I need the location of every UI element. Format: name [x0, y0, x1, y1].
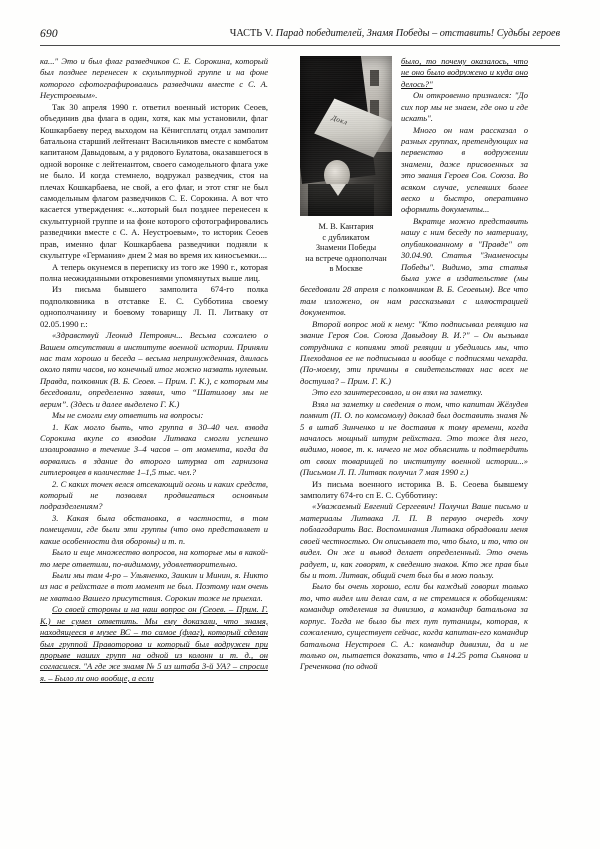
paragraph: 2. С каких точек велся отсекающий огонь и каких средств, который не позволял продвигаться основным подразделениям? [40, 478, 268, 512]
paragraph: было, то почему оказалось, что не оно было водружено и куда оно делось?" [401, 56, 528, 89]
figure-caption-line: в Москве [329, 264, 363, 274]
figure-caption-line: с дубликатом [322, 232, 370, 242]
photo-vignette [300, 56, 392, 216]
paragraph: Были мы там 4-ро – Ульяненко, Заикин и Минин, я. Никто из нас в рейхстаге в тот момент не был. Поэтому нам очень не хватало Вашего присутствия. Сорокин тоже не приехал. [40, 569, 268, 603]
paragraph: Со своей стороны и на наш вопрос он (Сеоев. – Прим. Г. К.) не сумел ответить. Мы ему доказали, что знамя, находящееся в музее ВС – то самое (флаг), который сделан был группой Правоторова и который был водружен при прорыве наших групп на одной из колонн и т. д., он согласился. "А где же знамя № 5 из штаба 3-й УА? – спросил я. – Было ли оно вообще, а если [40, 604, 268, 683]
paragraph: Из письма бывшего замполита 674-го полка подполковника в отставке Е. С. Субботина своему однополчанину и боевому товарищу Л. П. Литваку от 02.05.1990 г.: [40, 284, 268, 329]
paragraph: Так 30 апреля 1990 г. ответил военный историк Сеоев, объединив два флага в один, хотя, как мы установили, флаг Кошкарбаеву перед выходом на Кёнигсплатц отдал замполит батальона старший лейтенант Васильчиков вместе с комбатом капитаном Давыдовым, а у рядового Булатова, оказавшегося в одной воронке с лейтенантом, своего самодельного флага уже не было. И когда стемнело, водружал разведчик, стоя на плечах Кошкарбаева, не свой, а его флаг, и этот стяг не был самодельным флагом разведчиков С. Е. Сорокина. А вот что касается утверждения: «...который был позднее перенесен к скульптурной группе и на фоне которого сфотографировались разведчики вместе с С. А. Неустроевым», то историк Сеоев прав, именно флаг Кошкарбаева разведчики подняли к скульптуре «Германия» днем 2 мая во время их киносъемки.... [40, 101, 268, 261]
running-title-subtitle: Парад победителей, Знамя Победы – отставить! Судьбы героев [275, 28, 560, 39]
paragraph: Много он нам рассказал о разных группах, претендующих на первенство в водружении знамени, даже присвоенных за это звания Героев Сов. Союза. Во всяком случае, успевших более веско и быстро, оперативно оформить документы... [401, 124, 528, 215]
paragraph: 3. Какая была обстановка, в частности, в том помещении, где были эти группы (что оно представляет и какие особенности для обороны) и т. п. [40, 512, 268, 546]
paragraph: Взял на заметку и сведения о том, что капитан Жёлудев помнит (П. О. по комсомолу) доклад был доставить знамя № 5 в штаб Зинченко и не доставив к тому времени, когда началось мощный штурм рейхстага. Это тоже для него, видимо, новое, т. к. ничего не мог объяснить и подтвердить от своих товарищей по институту военной истории...» (Письмом Л. П. Литвак получил 7 мая 1990 г.) [300, 398, 528, 478]
paragraph: Из письма военного историка В. Б. Сеоева бывшему замполиту 674-го сп Е. С. Субботину: [300, 478, 528, 501]
paragraph: «Здравствуй Леонид Петрович... Весьма сожалею о Вашем отсутствии в институте военной истории. Приняли нас там хорошо и беседа – весьма непринужденная, длилась около пяти часов, но конечный итог можно назвать нулевым. Правда, полковник (В. Б. Сеоев. – Прим. Г. К.), с которым мы беседовали, определенно заявил, что “Шатилову мы не верим”. (Здесь и далее выделено Г. К.) [40, 330, 268, 409]
figure-caption [287, 216, 405, 275]
paragraph: ка..." Это и был флаг разведчиков С. Е. Сорокина, который был позднее перенесен к скульптурной группе и на фоне которого сфотографировались разведчики вместе с С. А. Неустроевым». [40, 56, 268, 101]
figure-caption-line: Знамени Победы [315, 243, 377, 253]
running-title [230, 28, 560, 39]
paragraph: «Уважаемый Евгений Сергеевич! Получил Ваше письмо и материалы Литвака Л. П. В первую очередь хочу поблагодарить Вас. Воспоминания Литвака обрадовали меня своей честностью. Он описывает то, что было, и то, что он видел. Он же и вывод делает определенный. Это очень радует, и, как говорят, к сведению знаков. Кто же прав был бы и тот. Литвак, общий счет был бы в мою пользу. [300, 501, 528, 580]
paragraph: Он откровенно признался: "До сих пор мы не знаем, где оно и где искать". [401, 90, 528, 124]
paragraph: Это его заинтересовало, и он взял на заметку. [312, 387, 483, 398]
paragraph: 1. Как могло быть, что группа в 30–40 чел. взвода Сорокина вкупе со взводом Литвака смогли успешно изолированно в течение 3–4 часов – от момента, когда да ворвались в здание до второго штурма от гарнизона гитлеровцев в количестве 1–1,5 тыс. чел.? [40, 421, 268, 478]
header-rule [40, 45, 560, 46]
paragraph: Вкратце можно представить нашу с ним беседу по материалу, опубликованному в "Правде" от 30.04.90. Статья "Знаменосцы Победы". Видимо, эта статья была уже в издательстве (мы беседовали 28 апреля с полковником В. Б. Сеоевым). Все что там изложено, он нам рассказывал с иллюстрацией документов. [300, 215, 528, 318]
kantaria-with-victory-banner-photo [300, 56, 392, 216]
paragraph: Было и еще множество вопросов, на которые мы в какой-то мере ответили, по-видимому, удовлетворительно. [40, 547, 268, 569]
figure-caption-line: на встрече однополчан [305, 253, 387, 263]
paragraph: А теперь окунемся в переписку из того же 1990 г., которая полна неожиданными откровениями упомянутых выше лиц. [40, 261, 268, 284]
figure [300, 56, 392, 275]
right-column [300, 56, 528, 673]
running-head [40, 28, 560, 50]
page-number: 690 [40, 28, 58, 40]
photo-banner-text: Докл [330, 113, 349, 127]
paragraph: Было бы очень хорошо, если бы каждый говорил только то, что видел или делал сам, а не стремился к обобщениям: командир отделения за дивизию, а командир батальона за корпус. Тогда не было бы тех пут путаницы, которая, к сожалению, существует сейчас, когда капитан-его командир батальона Неустроев С. А.: командир дивизии, да и не только он, пытается доказать, что в 14.25 рота Сьянова и Греченкова (по одной [300, 581, 528, 672]
paragraph: Второй вопрос мой к нему: "Кто подписывал реляцию на звание Героя Сов. Союза Давыдову В. И.?" – Он вызывал сотрудника с копиями этой реляции и убедились мы, что Плеходанов ее не подписывал и вообще с подписями чехарда. (По-моему, эти причины в свидетельствах нас всех не достуила? – Прим. Г. К.) [300, 318, 528, 386]
paragraph: Мы не смогли ему ответить на вопросы: [52, 410, 204, 421]
figure-caption-line: М. В. Кантария [318, 222, 374, 231]
running-title-part: ЧАСТЬ V. [229, 28, 274, 39]
left-column [40, 56, 268, 684]
